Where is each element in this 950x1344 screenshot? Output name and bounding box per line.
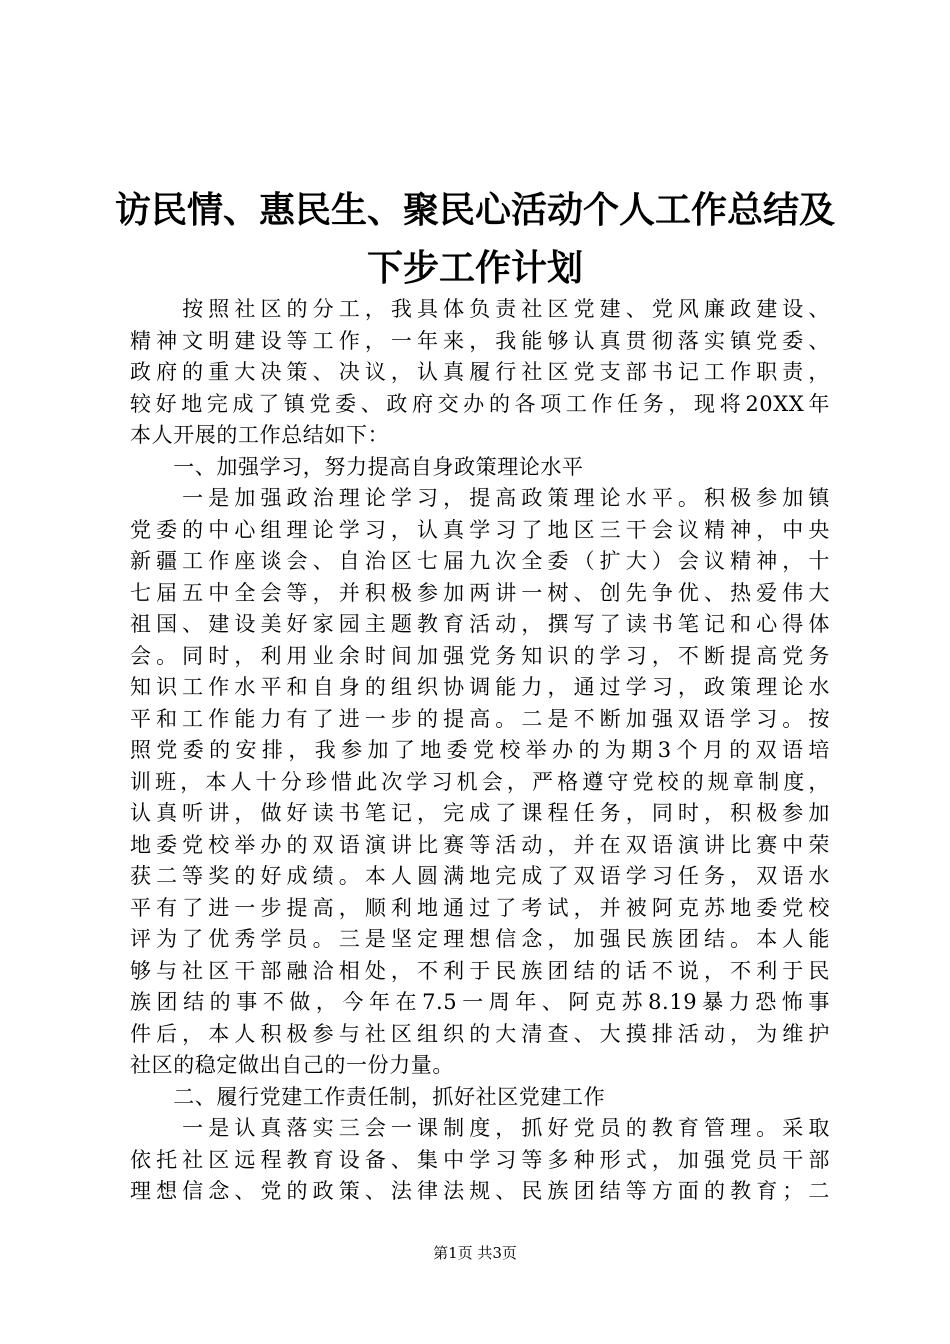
body-line: 训班，本人十分珍惜此次学习机会，严格遵守党校的规章制度， (130, 769, 830, 794)
document-title-line-1: 访民情、惠民生、聚民心活动个人工作总结及 (114, 189, 835, 231)
body-line: 平有了进一步提高，顺利地通过了考试，并被阿克苏地委党校 (130, 895, 830, 920)
body-line: 社区的稳定做出自己的一份力量。 (130, 1053, 454, 1077)
body-line: 评为了优秀学员。三是坚定理想信念，加强民族团结。本人能 (130, 927, 830, 951)
body-line: 祖国、建设美好家园主题教育活动，撰写了读书笔记和心得体 (130, 612, 830, 636)
body-line: 知识工作水平和自身的组织协调能力，通过学习，政策理论水 (130, 675, 830, 699)
body-line: 七届五中全会等，并积极参加两讲一树、创先争优、热爱伟大 (130, 580, 830, 605)
body-line: 照党委的安排，我参加了地委党校举办的为期3个月的双语培 (130, 738, 830, 762)
body-line: 会。同时，利用业余时间加强党务知识的学习，不断提高党务 (130, 643, 830, 668)
body-line: 政府的重大决策、决议，认真履行社区党支部书记工作职责， (130, 360, 830, 384)
body-line: 获二等奖的好成绩。本人圆满地完成了双语学习任务，双语水 (130, 864, 830, 888)
body-line: 本人开展的工作总结如下： (130, 423, 390, 447)
body-line: 党委的中心组理论学习，认真学习了地区三干会议精神，中央 (130, 517, 830, 542)
body-line: 件后，本人积极参与社区组织的大清查、大摸排活动，为维护 (130, 1021, 830, 1046)
body-line: 够与社区干部融洽相处，不利于民族团结的话不说，不利于民 (130, 958, 830, 983)
section-heading: 一、加强学习，努力提高自身政策理论水平 (130, 454, 584, 479)
body-line: 理想信念、党的政策、法律法规、民族团结等方面的教育；二 (130, 1179, 830, 1203)
body-line: 一是认真落实三会一课制度，抓好党员的教育管理。采取 (130, 1116, 830, 1140)
body-line: 新疆工作座谈会、自治区七届九次全委（扩大）会议精神，十 (130, 549, 830, 573)
body-line: 按照社区的分工，我具体负责社区党建、党风廉政建设、 (130, 297, 830, 321)
section-heading: 二、履行党建工作责任制，抓好社区党建工作 (130, 1084, 606, 1109)
body-line: 较好地完成了镇党委、政府交办的各项工作任务，现将20XX年 (130, 391, 830, 416)
document-title-line-2: 下步工作计划 (366, 247, 583, 289)
body-line: 依托社区远程教育设备、集中学习等多种形式，加强党员干部 (130, 1147, 830, 1172)
body-line: 地委党校举办的双语演讲比赛等活动，并在双语演讲比赛中荣 (130, 832, 830, 857)
body-line: 族团结的事不做，今年在7.5一周年、阿克苏8.19暴力恐怖事 (130, 990, 830, 1014)
body-line: 一是加强政治理论学习，提高政策理论水平。积极参加镇 (130, 486, 830, 510)
body-line: 精神文明建设等工作，一年来，我能够认真贯彻落实镇党委、 (130, 328, 830, 353)
body-line: 认真听讲，做好读书笔记，完成了课程任务，同时，积极参加 (130, 801, 830, 825)
page-number-footer: 第1页 共3页 (433, 1244, 517, 1262)
document-body (130, 294, 830, 1208)
body-line: 平和工作能力有了进一步的提高。二是不断加强双语学习。按 (130, 706, 830, 731)
